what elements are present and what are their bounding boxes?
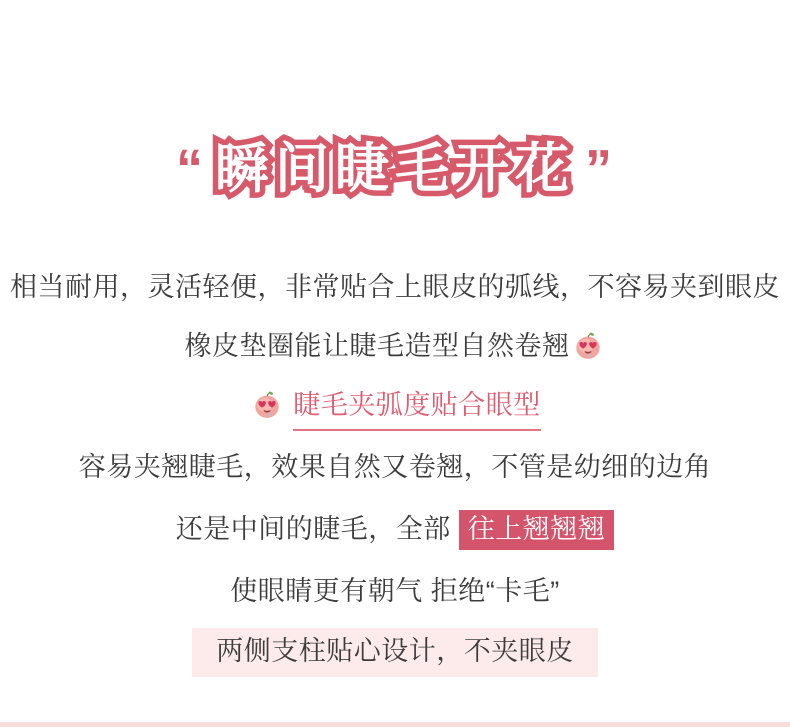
body-line-curl-effect: 容易夹翘睫毛，效果自然又卷翘，不管是幼细的边角 <box>78 451 712 482</box>
pink-callout: 两侧支柱贴心设计，不夹眼皮 <box>192 628 598 677</box>
subtitle-line <box>0 390 790 431</box>
drooling-peach-emoji-icon <box>253 391 281 419</box>
body-line-rubber-pad-text: 橡皮垫圈能让睫毛造型自然卷翘 <box>184 330 570 361</box>
body-line-middle-lashes <box>0 510 790 551</box>
subtitle-text: 睫毛夹弧度贴合眼型 <box>293 390 541 431</box>
pink-callout-row <box>0 628 790 677</box>
body-line-rubber-pad <box>0 331 790 363</box>
bottom-strip <box>0 722 790 727</box>
page-title <box>0 0 790 200</box>
title-text: 瞬间睫毛开花 <box>215 139 575 199</box>
body-line-bright-eyes: 使眼睛更有朝气 拒绝“卡毛” <box>230 576 560 607</box>
body-line-durability: 相当耐用，灵活轻便，非常贴合上眼皮的弧线，不容易夹到眼皮 <box>10 272 780 303</box>
close-quote: ” <box>585 139 614 199</box>
drooling-peach-emoji-icon <box>574 332 602 360</box>
open-quote: “ <box>176 139 205 199</box>
body-line-middle-lashes-text: 还是中间的睫毛，全部 <box>175 513 451 544</box>
highlight-upward-curl: 往上翘翘翘 <box>459 510 615 551</box>
